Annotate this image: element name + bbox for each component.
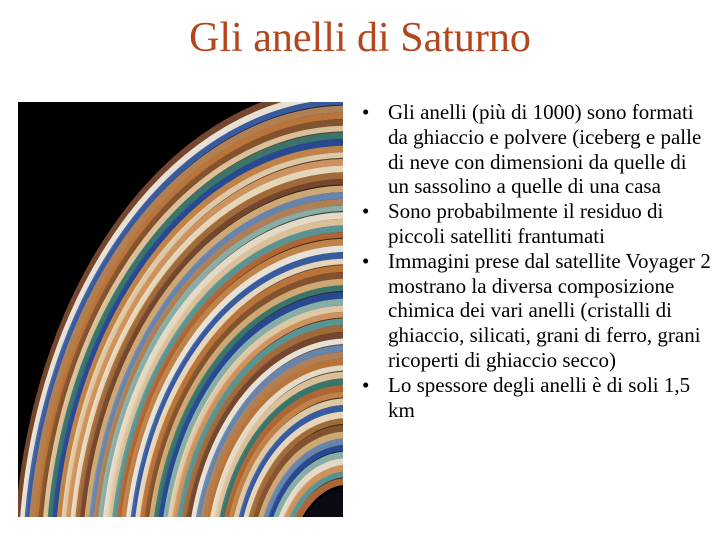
bullet-list bbox=[362, 100, 712, 422]
slide-title: Gli anelli di Saturno bbox=[189, 15, 531, 61]
bullet-text: Gli anelli (più di 1000) sono formati da ghiaccio e polvere (iceberg e palle di neve con dimensioni da quelle di un sassolino a quelle di una casa bbox=[388, 100, 702, 199]
bullet-glyph: • bbox=[362, 199, 370, 224]
saturn-rings-graphic bbox=[18, 102, 343, 517]
bullet-item-thickness bbox=[362, 373, 712, 423]
bullet-item-composition bbox=[362, 100, 712, 199]
bullet-text: Immagini prese dal satellite Voyager 2 mostrano la diversa composizione chimica dei vari anelli (cristalli di ghiaccio, silicati, grani di ferro, grani ricoperti di ghiaccio secco) bbox=[388, 248, 711, 372]
saturn-rings-image bbox=[18, 102, 343, 517]
bullet-text: Sono probabilmente il residuo di piccoli satelliti frantumati bbox=[388, 199, 664, 248]
bullet-glyph: • bbox=[362, 248, 370, 273]
bullet-item-voyager bbox=[362, 249, 712, 373]
bullet-glyph: • bbox=[362, 100, 370, 124]
bullet-item-origin bbox=[362, 199, 712, 249]
bullet-glyph: • bbox=[362, 372, 370, 397]
bullet-text: Lo spessore degli anelli è di soli 1,5 km bbox=[388, 372, 691, 422]
